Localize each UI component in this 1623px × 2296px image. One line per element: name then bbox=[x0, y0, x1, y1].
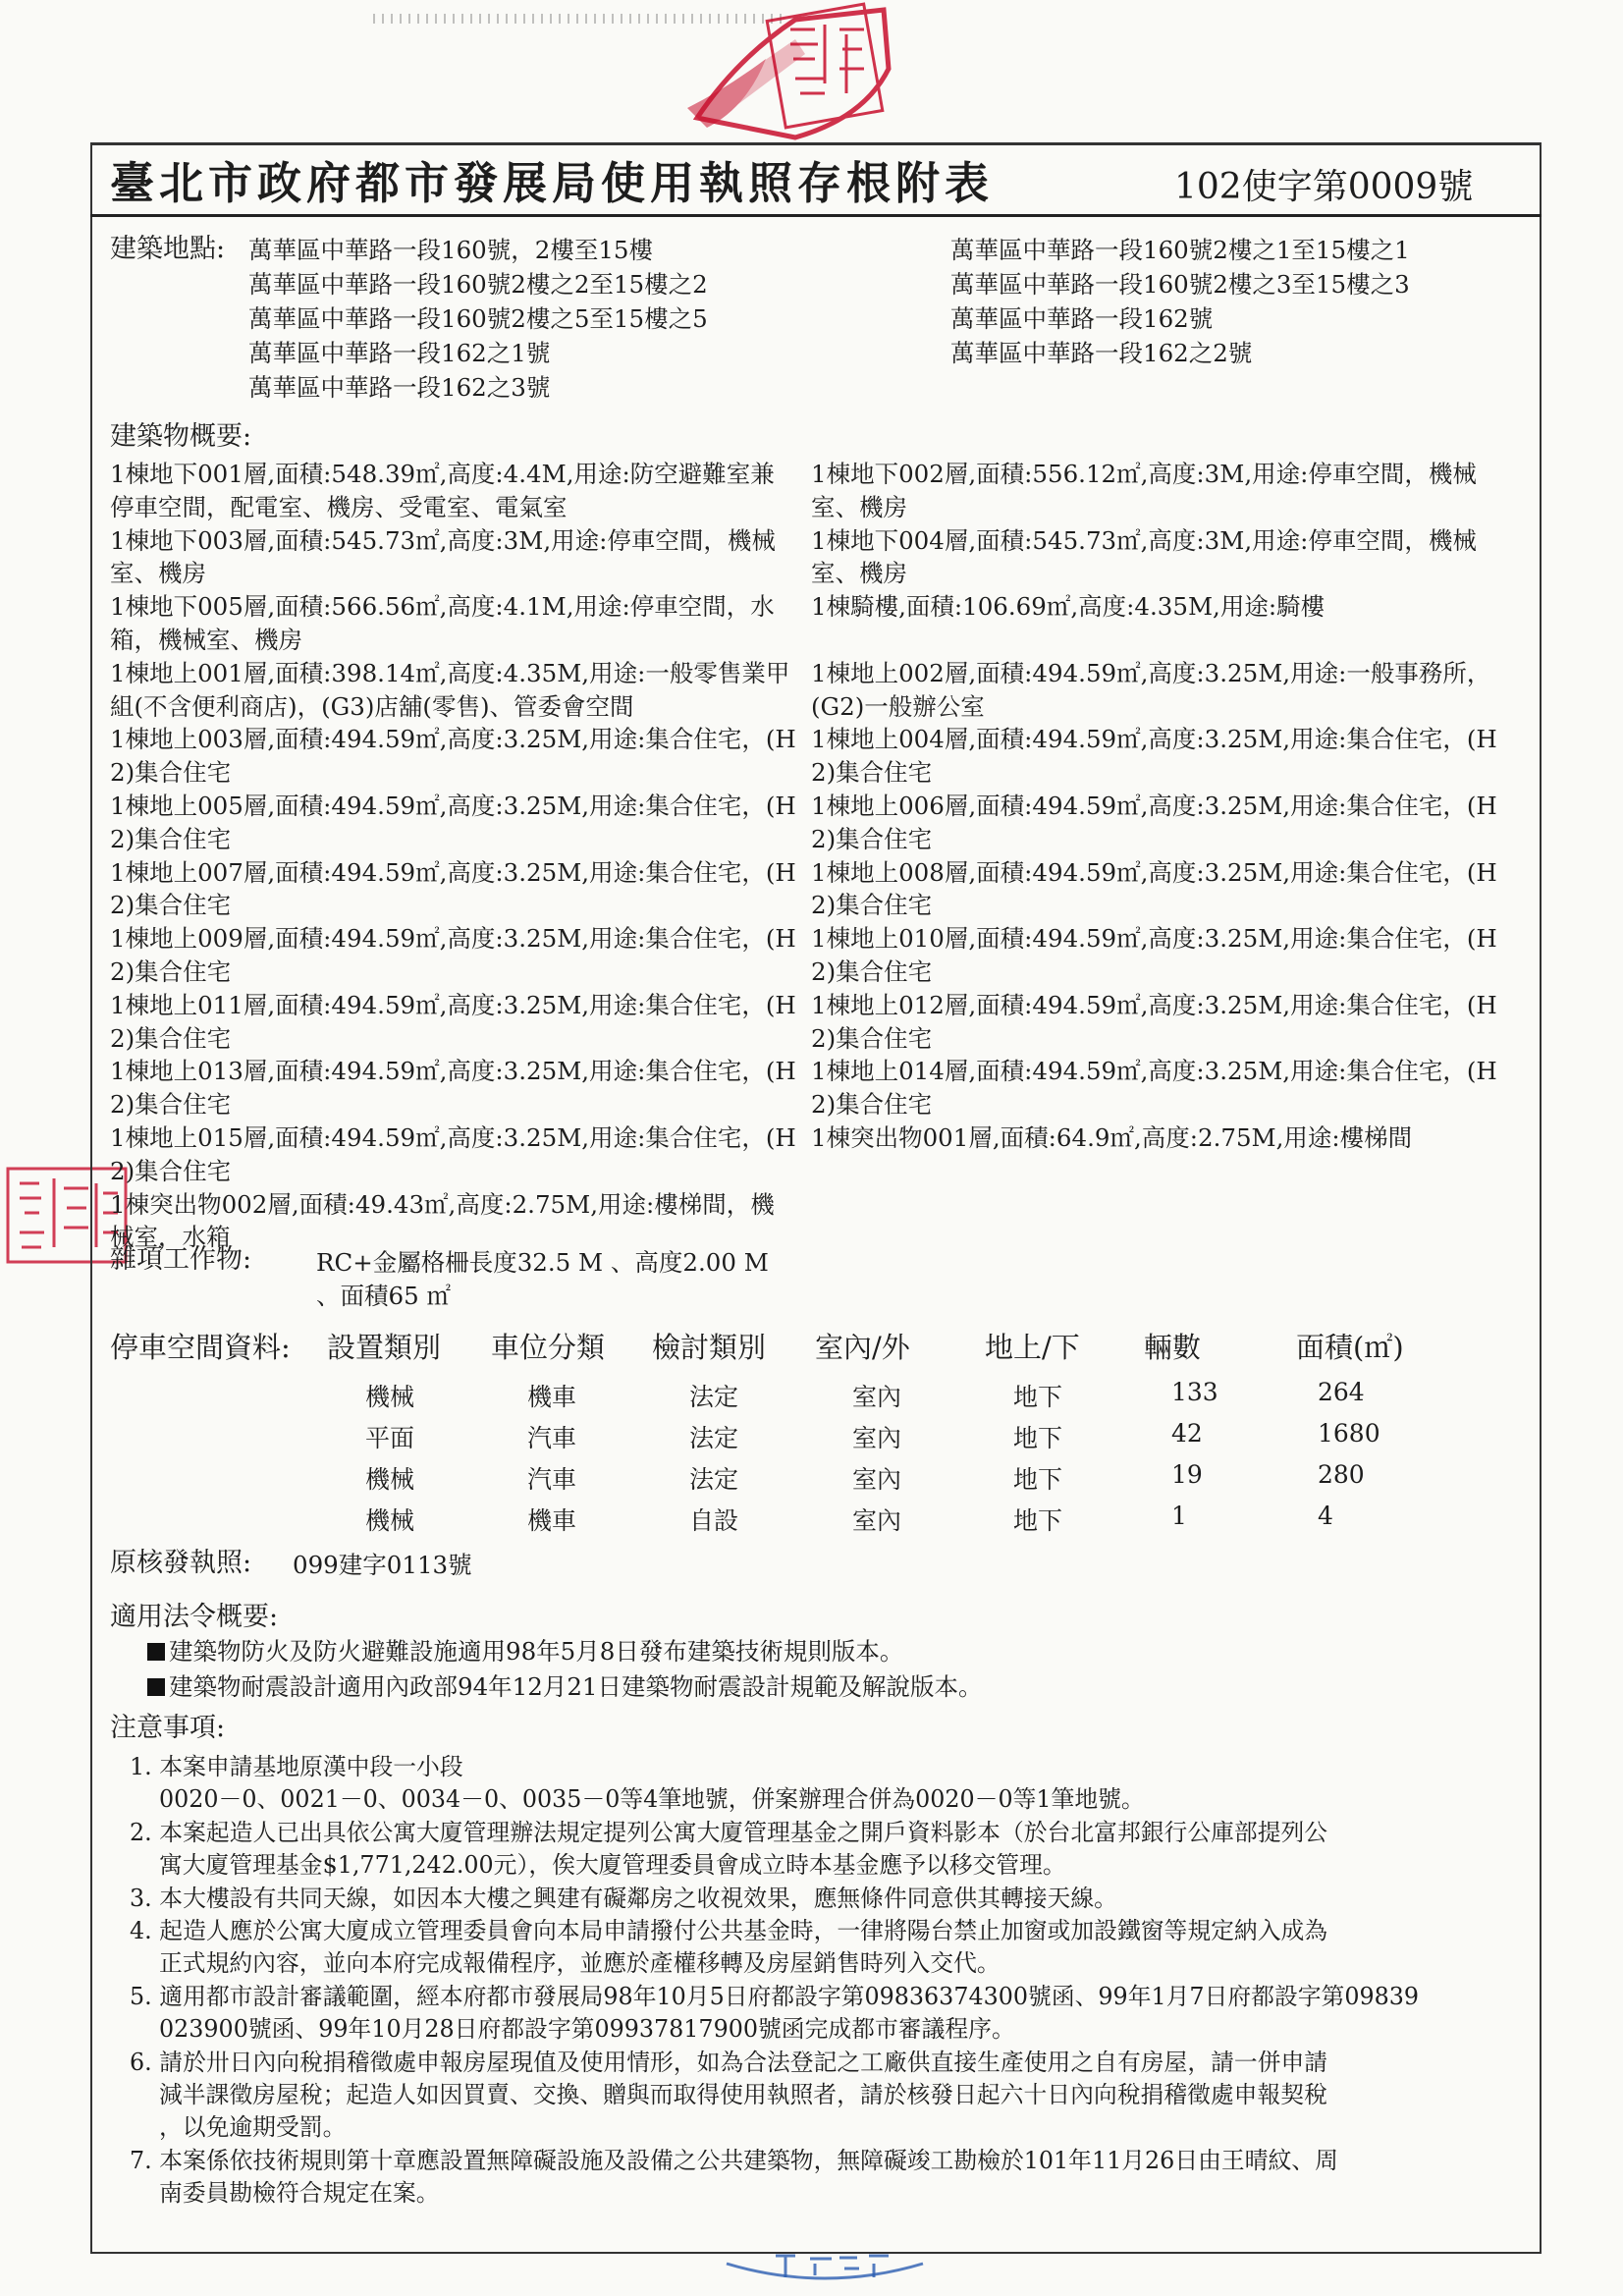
note-line: 6. 請於卅日內向稅捐稽徵處申報房屋現值及使用情形，如為合法登記之工廠供直接生產使用之自有房屋，請一併申請 bbox=[130, 2048, 1328, 2076]
building-right-line: 2)集合住宅 bbox=[811, 891, 933, 920]
parking-header-cell: 檢討類別 bbox=[652, 1331, 767, 1364]
parking-table-cell: 地下 bbox=[1013, 1424, 1063, 1452]
building-right-line: 2)集合住宅 bbox=[811, 824, 933, 853]
building-left-line: 1棟地上015層,面積:494.59㎡,高度:3.25M,用途:集合住宅，(H bbox=[110, 1123, 796, 1152]
parking-table-cell: 平面 bbox=[365, 1424, 415, 1452]
building-left-line: 組(不含便利商店)，(G3)店舖(零售)、管委會空間 bbox=[110, 691, 634, 721]
location-right-3: 萬華區中華路一段162號 bbox=[950, 304, 1214, 333]
location-left-5: 萬華區中華路一段162之3號 bbox=[248, 373, 551, 402]
parking-header-cell: 設置類別 bbox=[327, 1331, 442, 1364]
parking-table-cell: 機車 bbox=[527, 1383, 577, 1411]
laws-label: 適用法令概要: bbox=[110, 1602, 279, 1632]
building-left-line: 箱，機械室、機房 bbox=[110, 626, 302, 654]
note-line: 4. 起造人應於公寓大廈成立管理委員會向本局申請撥付公共基金時，一律將陽台禁止加窗或加設鐵窗等規定納入成為 bbox=[130, 1917, 1328, 1944]
note-line: 7. 本案係依技術規則第十章應設置無障礙設施及設備之公共建築物，無障礙竣工勘檢於101年11月26日由王晴紋、周 bbox=[130, 2146, 1338, 2174]
parking-table-cell: 汽車 bbox=[527, 1424, 577, 1452]
document-title: 臺北市政府都市發展局使用執照存根附表 bbox=[110, 157, 995, 209]
note-line: 0020－0、0021－0、0034－0、0035－0等4筆地號，併案辦理合併為0020－0等1筆地號。 bbox=[159, 1785, 1145, 1814]
building-right-line: 2)集合住宅 bbox=[811, 758, 933, 788]
parking-header-cell: 輛數 bbox=[1144, 1331, 1202, 1364]
building-right-line: 室、機房 bbox=[811, 559, 907, 588]
location-left-4: 萬華區中華路一段162之1號 bbox=[248, 339, 551, 367]
building-left-line: 1棟地下003層,面積:545.73㎡,高度:3M,用途:停車空間，機械 bbox=[110, 525, 776, 555]
location-label: 建築地點: bbox=[110, 234, 226, 264]
parking-table-cell: 1680 bbox=[1318, 1419, 1380, 1448]
building-left-line: 1棟地上001層,面積:398.14㎡,高度:4.35M,用途:一般零售業甲 bbox=[110, 658, 790, 687]
parking-table-cell: 法定 bbox=[689, 1383, 739, 1411]
building-right-line: 2)集合住宅 bbox=[811, 1090, 933, 1120]
building-right-line: 2)集合住宅 bbox=[811, 1023, 933, 1053]
square-bullet-icon bbox=[147, 1678, 165, 1696]
parking-table-cell: 133 bbox=[1171, 1378, 1218, 1406]
building-left-line: 1棟地上005層,面積:494.59㎡,高度:3.25M,用途:集合住宅，(H bbox=[110, 792, 796, 820]
building-left-line: 1棟地下005層,面積:566.56㎡,高度:4.1M,用途:停車空間，水 bbox=[110, 592, 775, 622]
note-line: 寓大廈管理基金$1,771,242.00元），俟大廈管理委員會成立時本基金應予以移交管理。 bbox=[159, 1851, 1066, 1880]
parking-table-cell: 室內 bbox=[852, 1506, 902, 1535]
location-right-4: 萬華區中華路一段162之2號 bbox=[950, 339, 1253, 367]
building-right-line: 1棟騎樓,面積:106.69㎡,高度:4.35M,用途:騎樓 bbox=[811, 592, 1325, 622]
parking-table-cell: 室內 bbox=[852, 1424, 902, 1452]
parking-table-cell: 地下 bbox=[1013, 1465, 1063, 1494]
law-item-2 bbox=[147, 1670, 983, 1704]
building-left-line: 2)集合住宅 bbox=[110, 758, 232, 788]
building-overview-label: 建築物概要: bbox=[110, 421, 252, 452]
misc-works-label: 雜項工作物: bbox=[110, 1244, 252, 1275]
parking-table-cell: 地下 bbox=[1013, 1383, 1063, 1411]
parking-header-cell: 面積(㎡) bbox=[1296, 1331, 1404, 1364]
building-right-line: 1棟突出物001層,面積:64.9㎡,高度:2.75M,用途:樓梯間 bbox=[811, 1123, 1413, 1152]
location-right-2: 萬華區中華路一段160號2樓之3至15樓之3 bbox=[950, 270, 1410, 299]
note-line: 3. 本大樓設有共同天線，如因本大樓之興建有礙鄰房之收視效果，應無條件同意供其轉接天線。 bbox=[130, 1884, 1117, 1912]
building-right-line: 1棟地上004層,面積:494.59㎡,高度:3.25M,用途:集合住宅，(H bbox=[811, 725, 1497, 754]
note-line: 南委員勘檢符合規定在案。 bbox=[159, 2179, 440, 2208]
building-left-line: 1棟地下001層,面積:548.39㎡,高度:4.4M,用途:防空避難室兼 bbox=[110, 460, 775, 488]
parking-table-cell: 4 bbox=[1318, 1502, 1333, 1530]
parking-header-cell: 地上/下 bbox=[985, 1331, 1080, 1364]
parking-table-cell: 1 bbox=[1171, 1502, 1187, 1530]
building-right-line: 1棟地上008層,面積:494.59㎡,高度:3.25M,用途:集合住宅，(H bbox=[811, 857, 1497, 887]
square-bullet-icon bbox=[147, 1643, 165, 1661]
notes-label: 注意事項: bbox=[110, 1713, 226, 1743]
note-line: 減半課徵房屋稅；起造人如因買賣、交換、贈與而取得使用執照者，請於核發日起六十日內向稅捐稽徵處申報契稅 bbox=[159, 2081, 1327, 2108]
building-right-line: (G2)一般辦公室 bbox=[811, 691, 985, 721]
parking-table-cell: 地下 bbox=[1013, 1506, 1063, 1535]
location-left-3: 萬華區中華路一段160號2樓之5至15樓之5 bbox=[248, 304, 708, 333]
building-left-line: 1棟地上011層,面積:494.59㎡,高度:3.25M,用途:集合住宅，(H bbox=[110, 990, 796, 1019]
building-left-line: 1棟地上007層,面積:494.59㎡,高度:3.25M,用途:集合住宅，(H bbox=[110, 857, 796, 887]
location-left-2: 萬華區中華路一段160號2樓之2至15樓之2 bbox=[248, 270, 708, 299]
note-line: 1. 本案申請基地原漢中段一小段 bbox=[130, 1753, 463, 1780]
building-right-line: 1棟地下002層,面積:556.12㎡,高度:3M,用途:停車空間，機械 bbox=[811, 460, 1477, 488]
document-number: 102使字第0009號 bbox=[1174, 167, 1474, 207]
building-right-line: 1棟地上010層,面積:494.59㎡,高度:3.25M,用途:集合住宅，(H bbox=[811, 924, 1497, 954]
building-left-line: 械室，水箱 bbox=[110, 1223, 231, 1252]
building-right-line: 1棟地上012層,面積:494.59㎡,高度:3.25M,用途:集合住宅，(H bbox=[811, 990, 1497, 1019]
building-left-line: 室、機房 bbox=[110, 559, 206, 588]
original-permit-value: 099建字0113號 bbox=[293, 1551, 472, 1579]
building-left-line: 1棟地上009層,面積:494.59㎡,高度:3.25M,用途:集合住宅，(H bbox=[110, 924, 796, 954]
misc-works-line-1: RC+金屬格柵長度32.5 M 、高度2.00 M bbox=[316, 1248, 769, 1277]
building-left-line: 1棟突出物002層,面積:49.43㎡,高度:2.75M,用途:樓梯間，機 bbox=[110, 1189, 775, 1219]
note-line: 023900號函、99年10月28日府都設字第09937817900號函完成都市審議程序。 bbox=[159, 2015, 1015, 2044]
building-left-line: 2)集合住宅 bbox=[110, 824, 232, 853]
red-seal-stamp-top bbox=[677, 0, 903, 147]
note-line: 2. 本案起造人已出具依公寓大廈管理辦法規定提列公寓大廈管理基金之開戶資料影本（於台北富邦銀行公庫部提列公 bbox=[130, 1818, 1328, 1846]
location-right-1: 萬華區中華路一段160號2樓之1至15樓之1 bbox=[950, 236, 1410, 264]
parking-table-cell: 室內 bbox=[852, 1383, 902, 1411]
law-item-1-text: 建築物防火及防火避難設施適用98年5月8日發布建築技術規則版本。 bbox=[169, 1637, 904, 1666]
original-permit-label: 原核發執照: bbox=[110, 1548, 252, 1578]
building-right-line: 1棟地上002層,面積:494.59㎡,高度:3.25M,用途:一般事務所， bbox=[811, 658, 1491, 687]
parking-header-cell: 室內/外 bbox=[815, 1331, 910, 1364]
building-left-line: 2)集合住宅 bbox=[110, 1023, 232, 1053]
blue-seal-stamp bbox=[717, 2244, 933, 2293]
parking-table-cell: 機械 bbox=[365, 1383, 415, 1411]
parking-header-cell: 車位分類 bbox=[491, 1331, 606, 1364]
building-left-line: 2)集合住宅 bbox=[110, 1156, 232, 1185]
parking-table-cell: 自設 bbox=[689, 1506, 739, 1535]
location-left-1: 萬華區中華路一段160號，2樓至15樓 bbox=[248, 236, 654, 264]
building-left-line: 1棟地上003層,面積:494.59㎡,高度:3.25M,用途:集合住宅，(H bbox=[110, 725, 796, 754]
note-line: 正式規約內容，並向本府完成報備程序，並應於產權移轉及房屋銷售時列入交代。 bbox=[159, 1949, 1001, 1978]
parking-table-cell: 法定 bbox=[689, 1424, 739, 1452]
building-left-line: 1棟地上013層,面積:494.59㎡,高度:3.25M,用途:集合住宅，(H bbox=[110, 1057, 796, 1086]
header-divider bbox=[90, 214, 1542, 217]
building-right-line: 1棟地上006層,面積:494.59㎡,高度:3.25M,用途:集合住宅，(H bbox=[811, 792, 1497, 820]
note-line: ，以免逾期受罰。 bbox=[159, 2113, 347, 2142]
parking-table-cell: 280 bbox=[1318, 1460, 1365, 1489]
parking-table-cell: 42 bbox=[1171, 1419, 1203, 1448]
parking-table-cell: 汽車 bbox=[527, 1465, 577, 1494]
parking-label: 停車空間資料: bbox=[110, 1331, 291, 1364]
building-left-line: 2)集合住宅 bbox=[110, 957, 232, 986]
parking-table-cell: 機車 bbox=[527, 1506, 577, 1535]
building-right-line: 1棟地下004層,面積:545.73㎡,高度:3M,用途:停車空間，機械 bbox=[811, 525, 1477, 555]
parking-table-cell: 機械 bbox=[365, 1506, 415, 1535]
misc-works-line-2: 、面積65 ㎡ bbox=[316, 1282, 451, 1310]
parking-table-cell: 法定 bbox=[689, 1465, 739, 1494]
parking-table-cell: 264 bbox=[1318, 1378, 1365, 1406]
building-right-line: 2)集合住宅 bbox=[811, 957, 933, 986]
building-right-line: 室、機房 bbox=[811, 492, 907, 521]
note-line: 5. 適用都市設計審議範圍，經本府都市發展局98年10月5日府都設字第09836374300號函、99年1月7日府都設字第09839 bbox=[130, 1982, 1420, 2010]
building-left-line: 2)集合住宅 bbox=[110, 1090, 232, 1120]
law-item-2-text: 建築物耐震設計適用內政部94年12月21日建築物耐震設計規範及解說版本。 bbox=[169, 1672, 983, 1701]
law-item-1 bbox=[147, 1635, 903, 1668]
parking-table-cell: 室內 bbox=[852, 1465, 902, 1494]
parking-table-cell: 機械 bbox=[365, 1465, 415, 1494]
building-left-line: 2)集合住宅 bbox=[110, 891, 232, 920]
building-right-line: 1棟地上014層,面積:494.59㎡,高度:3.25M,用途:集合住宅，(H bbox=[811, 1057, 1497, 1086]
parking-table-cell: 19 bbox=[1171, 1460, 1203, 1489]
building-left-line: 停車空間，配電室、機房、受電室、電氣室 bbox=[110, 492, 568, 521]
